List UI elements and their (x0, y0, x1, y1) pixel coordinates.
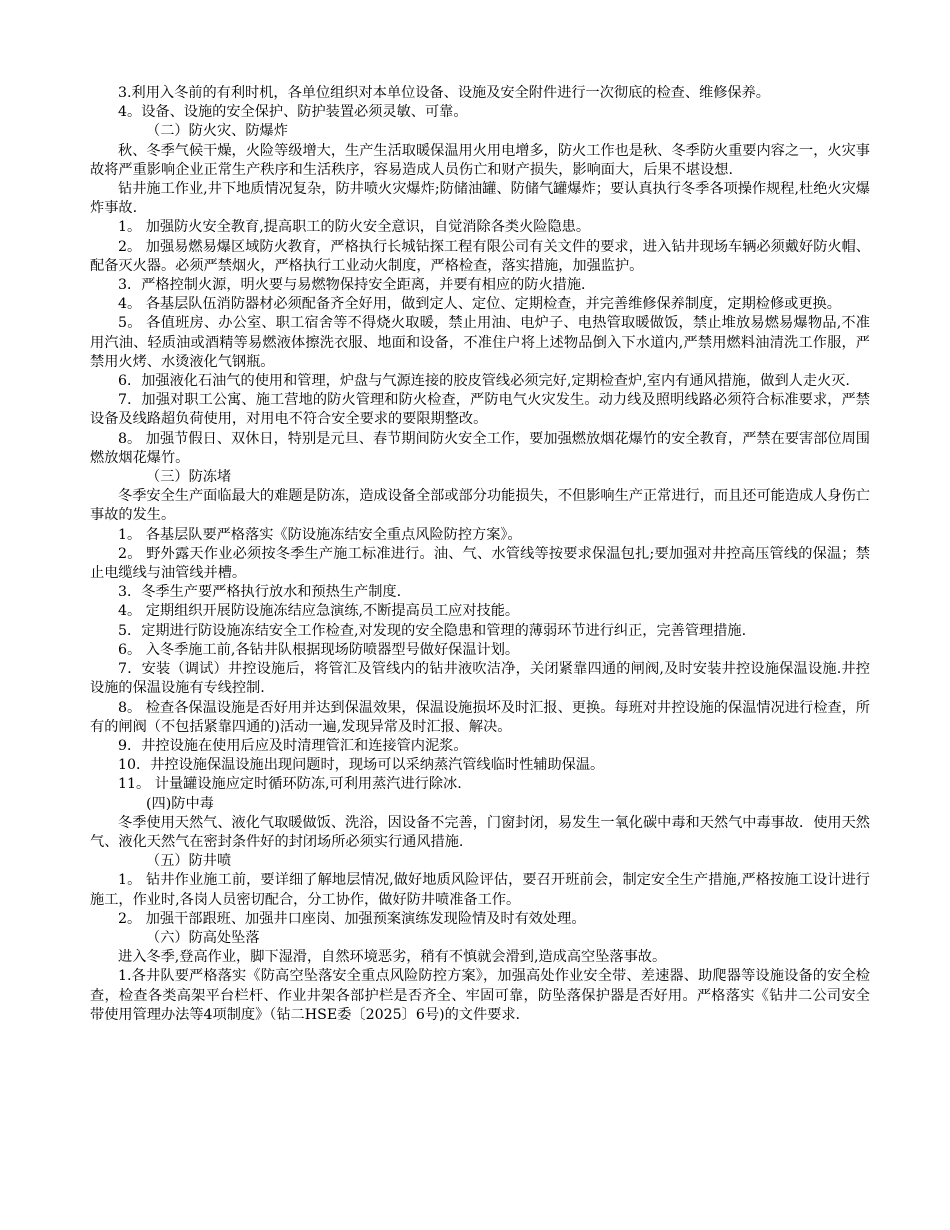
paragraph: 2。 加强易燃易爆区域防火教育，严格执行长城钻探工程有限公司有关文件的要求，进入钻井现场车辆必须戴好防火帽、配备灭火器。必须严禁烟火，严格执行工业动火制度，严格检查，落实措施，加强监护。 (90, 238, 870, 274)
paragraph: 11。 计量罐设施应定时循环防冻,可利用蒸汽进行除冰. (118, 776, 462, 793)
paragraph: 1.各井队要严格落实《防高空坠落安全重点风险防控方案》，加强高处作业安全带、差速器、助爬器等设施设备的安全检查，检查各类高架平台栏杆、作业井架各部护栏是否齐全、牢固可靠，防坠落保护器是否好用。严格落实《钻井二公司安全带使用管理办法等4项制度》（钻二HSE委〔2025〕6号)的文件要求. (90, 968, 870, 1023)
paragraph: 6。 入冬季施工前,各钻井队根据现场防喷器型号做好保温计划。 (118, 641, 520, 658)
document-body (90, 84, 870, 1025)
paragraph: 8。 检查各保温设施是否好用并达到保温效果，保温设施损坏及时汇报、更换。每班对井控设施的保温情况进行检查，所有的闸阀（不包括紧靠四通的)活动一遍,发现异常及时汇报、解决。 (90, 699, 870, 735)
paragraph: 2。 野外露天作业必须按冬季生产施工标准进行。油、气、水管线等按要求保温包扎;要加强对井控高压管线的保温；禁止电缆线与油管线并槽。 (90, 545, 870, 582)
paragraph: 4。 定期组织开展防设施冻结应急演练,不断提高员工应对技能。 (118, 603, 520, 620)
paragraph: 1。 钻井作业施工前，要详细了解地层情况,做好地质风险评估，要召开班前会，制定安全生产措施,严格按施工设计进行施工，作业时,各岗人员密切配合，分工协作，做好防井喷准备工作。 (90, 872, 870, 908)
paragraph: 6．加强液化石油气的使用和管理，炉盘与气源连接的胶皮管线必须完好,定期检查炉,室内有通风措施，做到人走火灭. (118, 373, 850, 390)
paragraph: 1。 各基层队要严格落实《防设施冻结安全重点风险防控方案》。 (118, 526, 522, 543)
paragraph: 1。 加强防火安全教育,提高职工的防火安全意识，自觉消除各类火险隐患。 (118, 219, 591, 236)
paragraph: 10．井控设施保温设施出现问题时，现场可以采纳蒸汽管线临时性辅助保温。 (118, 757, 605, 774)
paragraph: 3．冬季生产要严格执行放水和预热生产制度. (118, 584, 402, 601)
paragraph: 秋、冬季气候干燥，火险等级增大，生产生活取暖保温用火用电增多，防火工作也是秋、冬季防火重要内容之一，火灾事故将严重影响企业正常生产秩序和生活秩序，容易造成人员伤亡和财产损失，影响面大，后果不堪设想. (90, 142, 870, 178)
section-heading: (四)防中毒 (146, 795, 214, 812)
paragraph: 3．严格控制火源，明火要与易燃物保持安全距离，并要有相应的防火措施． (118, 277, 596, 294)
paragraph: 4。 各基层队伍消防器材必须配备齐全好用，做到定人、定位、定期检查，并完善维修保养制度，定期检修或更换。 (118, 296, 841, 313)
paragraph: 5．定期进行防设施冻结安全工作检查,对发现的安全隐患和管理的薄弱环节进行纠正，完善管理措施. (118, 622, 747, 639)
section-heading: （五）防井喷 (146, 853, 232, 870)
paragraph: 8。 加强节假日、双休日，特别是元旦、春节期间防火安全工作，要加强燃放烟花爆竹的安全教育，严禁在要害部位周围燃放烟花爆竹。 (90, 430, 870, 466)
paragraph: 7．安装（调试）井控设施后，将管汇及管线内的钻井液吹洁净，关闭紧靠四通的闸阀,及时安装井控设施保温设施.井控设施的保温设施有专线控制. (90, 661, 870, 697)
section-heading: （三）防冻堵 (146, 469, 232, 486)
section-heading: （二）防火灾、防爆炸 (146, 123, 288, 140)
paragraph: 3.利用入冬前的有利时机，各单位组织对本单位设备、设施及安全附件进行一次彻底的检查、维修保养。 (118, 85, 770, 101)
paragraph: 9．井控设施在使用后应及时清理管汇和连接管内泥浆。 (118, 737, 468, 754)
paragraph: 2。 加强干部跟班、加强井口座岗、加强预案演练发现险情及时有效处理。 (118, 910, 586, 927)
paragraph: 5。 各值班房、办公室、职工宿舍等不得烧火取暖，禁止用油、电炉子、电热管取暖做饭，禁止堆放易燃易爆物品,不准用汽油、轻质油或酒精等易燃液体擦洗衣服、地面和设备，不准住户将上述物品倒入下水道内,严禁用燃料油清洗工作服，严禁用火烤、水烫液化气钢瓶。 (90, 315, 870, 370)
paragraph: 冬季安全生产面临最大的难题是防冻，造成设备全部或部分功能损失，不但影响生产正常进行，而且还可能造成人身伤亡事故的发生。 (90, 488, 870, 524)
paragraph: 进入冬季,登高作业，脚下湿滑，自然环境恶劣，稍有不慎就会滑到,造成高空坠落事故。 (118, 949, 667, 966)
paragraph: 冬季使用天然气、液化气取暖做饭、洗浴，因设备不完善，门窗封闭，易发生一氧化碳中毒和天然气中毒事故．使用天然气、液化天然气在密封条件好的封闭场所必须实行通风措施. (90, 814, 870, 850)
paragraph: 7．加强对职工公寓、施工营地的防火管理和防火检查，严防电气火灾发生。动力线及照明线路必须符合标准要求，严禁设备及线路超负荷使用，对用电不符合安全要求的要限期整改。 (90, 392, 870, 428)
paragraph: 钻井施工作业,井下地质情况复杂，防井喷火灾爆炸;防储油罐、防储气罐爆炸；要认真执行冬季各项操作规程,杜绝火灾爆炸事故. (90, 181, 870, 217)
section-heading: （六）防高处坠落 (146, 929, 260, 946)
paragraph: 4。设备、设施的安全保护、防护装置必须灵敏、可靠。 (118, 104, 468, 121)
